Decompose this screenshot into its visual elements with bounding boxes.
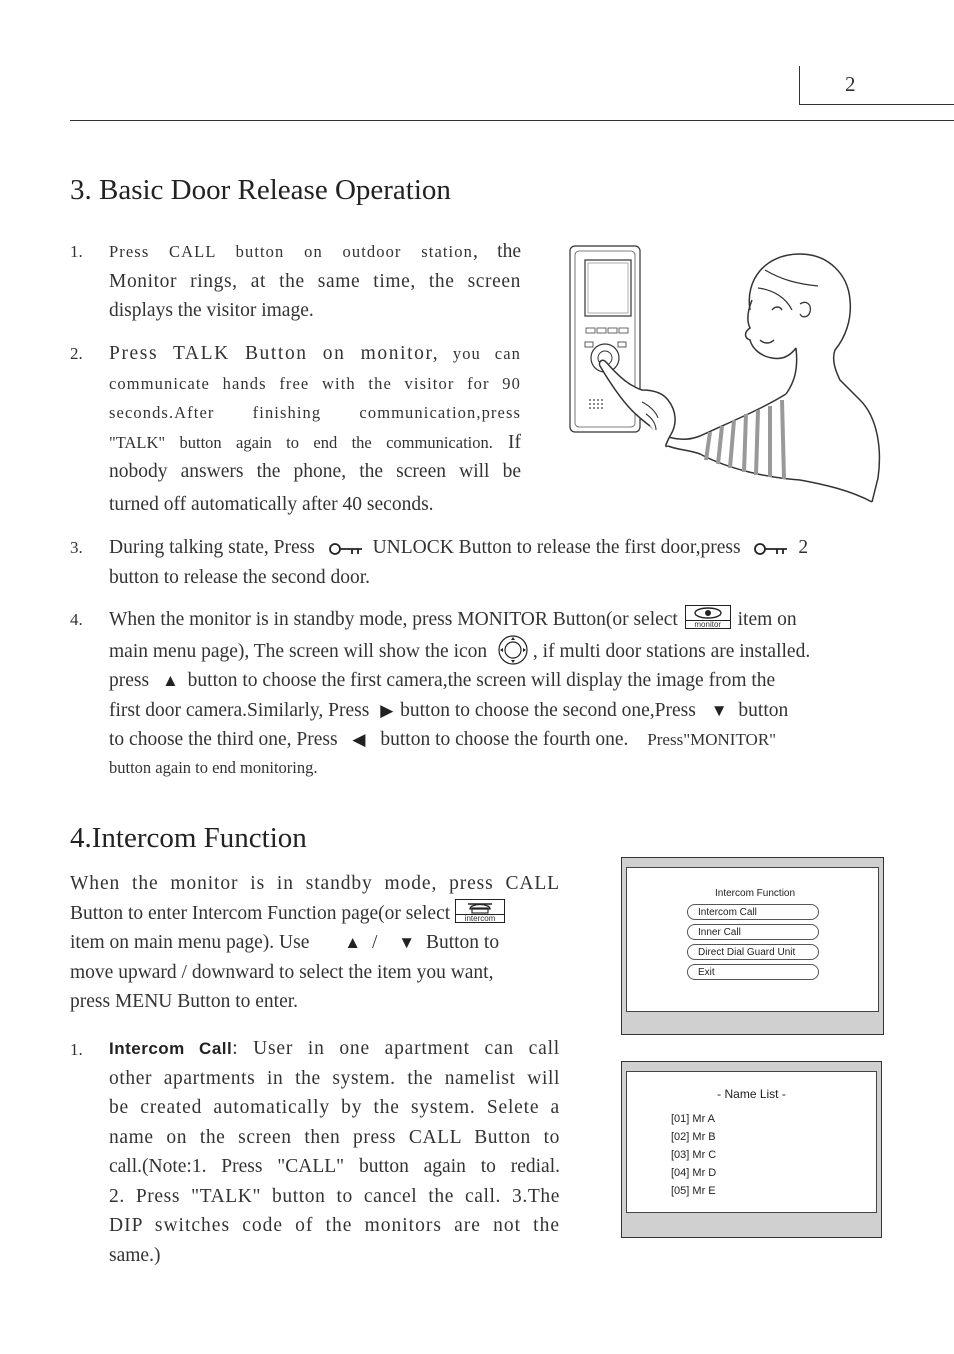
item1-line1b: , the (472, 241, 521, 262)
intro-line5: press MENU Button to enter. (70, 991, 299, 1012)
left-arrow-icon: ◀ (352, 730, 366, 749)
header-rule (70, 120, 954, 121)
intro-line1: When the monitor is in standby mode, press CALL (70, 873, 560, 894)
menu-option-inner-call[interactable]: Inner Call (687, 924, 819, 940)
item2-line1b: you can (452, 344, 522, 363)
page-number-box (799, 66, 954, 105)
item1-line3: displays the visitor image. (109, 300, 314, 321)
intercom-function-screen (621, 857, 884, 1035)
item2-line4b: If (508, 431, 521, 453)
name-list-title: - Name List - (717, 1087, 786, 1101)
item4-line6: button again to end monitoring. (109, 757, 318, 777)
item2-line4a: "TALK" button again to end the communication. (109, 432, 493, 452)
intercom-line4: name on the screen then press CALL Button to (109, 1126, 560, 1148)
monitor-illustration (560, 240, 890, 512)
item2-number: 2. (70, 344, 83, 363)
item4-line4b: button to choose the second one,Press (400, 699, 696, 721)
menu-option-direct-dial-guard[interactable]: Direct Dial Guard Unit (687, 944, 819, 960)
name-list-screen (621, 1061, 882, 1238)
item4-line4c: button (738, 699, 789, 721)
intercom-screen-title: Intercom Function (715, 888, 796, 899)
intercom-line6: 2. Press "TALK" button to cancel the call. 3.The (109, 1185, 560, 1207)
item4-line2a: main menu page), The screen will show the icon (109, 640, 488, 662)
key-icon (328, 542, 366, 556)
up-arrow-icon-2: ▲ (344, 933, 362, 952)
item3-line1b: UNLOCK Button to release the first door,press (372, 537, 741, 558)
intercom-line7: DIP switches code of the monitors are not the (109, 1215, 560, 1236)
down-arrow-icon-2: ▼ (398, 933, 416, 952)
name-list-display (626, 1071, 877, 1213)
name-list-item[interactable]: [01] Mr A (671, 1113, 716, 1125)
item1-number: 1. (70, 242, 83, 261)
section4-title: 4.Intercom Function (70, 822, 307, 854)
item4-text (109, 605, 883, 781)
item3-number: 3. (70, 538, 83, 557)
item3-line1a: During talking state, Press (109, 537, 315, 558)
right-arrow-icon: ▶ (380, 700, 394, 720)
intercom-item-text (109, 1034, 560, 1270)
intro-line2a: Button to enter Intercom Function page(or select (70, 902, 451, 924)
intercom-icon (455, 899, 505, 923)
item4-line3b: button to choose the first camera,the screen will display the image from the (187, 670, 776, 691)
item3-line1c: 2 (798, 537, 809, 558)
up-arrow-icon: ▲ (161, 671, 179, 690)
name-list-item[interactable]: [04] Mr D (671, 1167, 717, 1179)
item2-line5: nobody answers the phone, the screen will be (109, 461, 521, 482)
item3-line2: button to release the second door. (109, 566, 371, 588)
item3-text (109, 533, 883, 592)
item2-line6: turned off automatically after 40 seconds. (109, 493, 434, 515)
key-icon-2 (753, 542, 791, 556)
intercom-line2: other apartments in the system. the namelist will (109, 1067, 560, 1089)
item2-line1a: Press TALK Button on monitor, (109, 343, 440, 364)
item4-line3a: press (109, 670, 150, 691)
menu-option-intercom-call[interactable]: Intercom Call (687, 904, 819, 920)
name-list-item[interactable]: [05] Mr E (671, 1185, 716, 1197)
item4-line2b: , if multi door stations are installed. (532, 640, 811, 662)
menu-option-exit[interactable]: Exit (687, 964, 819, 980)
intercom-line5: call.(Note:1. Press "CALL" button again to redial. (109, 1156, 560, 1177)
intercom-item-number: 1. (70, 1040, 83, 1059)
intercom-line3: be created automatically by the system. Selete a (109, 1097, 560, 1118)
intercom-line8: same.) (109, 1244, 161, 1266)
item1-text (109, 237, 521, 326)
item2-line2: communicate hands free with the visitor for 90 (109, 373, 521, 393)
item4-line1a: When the monitor is in standby mode, press MONITOR Button(or select (109, 609, 678, 630)
name-list-item[interactable]: [03] Mr C (671, 1149, 717, 1161)
item1-line1a: Press CALL button on outdoor station (109, 242, 473, 261)
item4-line1b: item on (737, 609, 797, 630)
intro-line3c: Button to (425, 932, 500, 953)
item2-line3: seconds.After finishing communication,press (109, 403, 521, 422)
item4-line4a: first door camera.Similarly, Press (109, 699, 370, 721)
item4-number: 4. (70, 610, 83, 629)
intro-line3a: item on main menu page). Use (70, 932, 310, 953)
monitor-screen-shape (585, 260, 631, 316)
down-arrow-icon: ▼ (710, 700, 728, 720)
item1-line2: Monitor rings, at the same time, the screen (109, 270, 521, 292)
item4-line5c: Press"MONITOR" (647, 730, 777, 749)
intercom-call-label: Intercom Call (109, 1039, 233, 1058)
monitor-icon (685, 605, 731, 629)
intercom-icon-label: intercom (456, 914, 504, 923)
item2-text (109, 339, 521, 519)
name-list-item[interactable]: [02] Mr B (671, 1131, 716, 1143)
section4-intro (70, 869, 560, 1017)
intercom-line1: : User in one apartment can call (232, 1038, 560, 1059)
item4-line5b: button to choose the fourth one. (380, 729, 629, 750)
navigation-ring-icon (496, 635, 530, 665)
intro-line3b: / (371, 932, 378, 953)
section3-title: 3. Basic Door Release Operation (70, 174, 451, 206)
page-number: 2 (845, 72, 856, 96)
monitor-icon-label: monitor (686, 620, 730, 629)
intro-line4: move upward / downward to select the item you want, (70, 961, 494, 983)
intercom-function-display (626, 867, 879, 1012)
item4-line5a: to choose the third one, Press (109, 729, 338, 750)
